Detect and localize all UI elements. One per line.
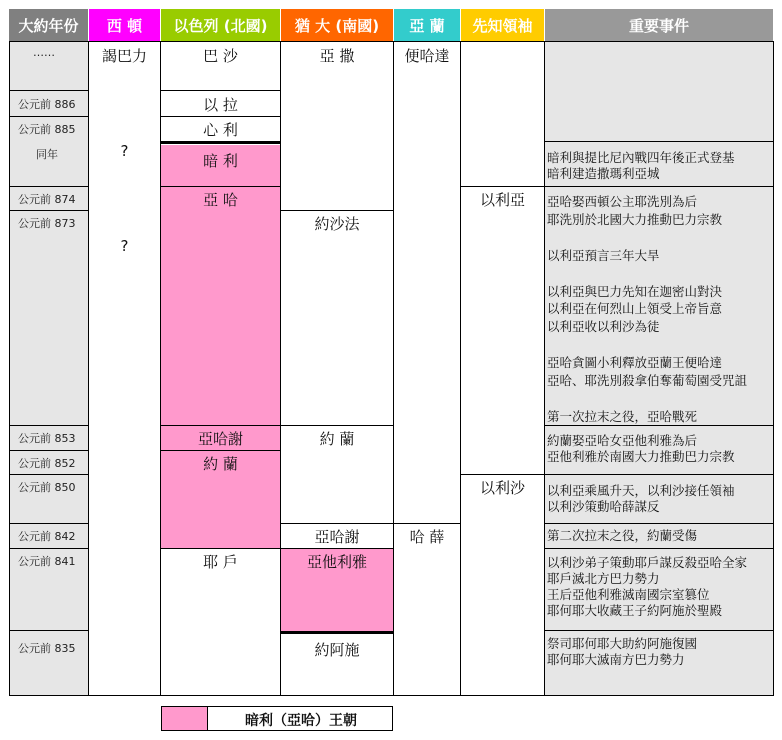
israel-king-omri: 暗 利 (203, 152, 238, 170)
isr-line-6 (160, 548, 281, 549)
year-3: 同年 (36, 148, 58, 161)
isr-line-5 (160, 450, 281, 451)
yr-line-7 (9, 474, 89, 475)
jud-line-2 (280, 425, 394, 426)
israel-king-baasha: 巴 沙 (203, 47, 238, 65)
header-judah: 猶 大 (南國) (281, 9, 393, 41)
header-israel: 以色列 (北國) (161, 9, 280, 41)
judah-queen-athaliah: 亞他利雅 (306, 553, 367, 571)
ev-line-7 (544, 630, 774, 631)
year-2: 公元前 885 (18, 123, 76, 136)
isr-line-4 (160, 425, 281, 426)
ev-line-4 (544, 474, 774, 475)
yr-line-9 (9, 548, 89, 549)
year-9: 公元前 842 (18, 530, 76, 543)
edom-unknown-2: ? (120, 237, 129, 255)
edom-king-0: 謁巴力 (101, 47, 147, 65)
year-11: 公元前 835 (18, 642, 76, 655)
event-elisha: 以利亞乘風升天，以利沙接任領袖 以利沙策動哈薛謀反 (547, 483, 735, 514)
omri-block-israel (161, 145, 280, 425)
yr-line-6 (9, 450, 89, 451)
israel-king-ahaziah: 亞哈謝 (197, 430, 243, 448)
yr-line-1 (9, 90, 89, 91)
event-omri: 暗利與提比尼內戰四年後正式登基 暗利建造撒瑪利亞城 (547, 150, 735, 181)
ev-line-5 (544, 523, 774, 524)
israel-king-zimri: 心 利 (203, 121, 238, 139)
year-10: 公元前 841 (18, 555, 76, 568)
yr-line-2 (9, 116, 89, 117)
isr-line-2 (160, 116, 281, 117)
yr-line-4 (9, 210, 89, 211)
legend-label: 暗利（亞哈）王朝 (245, 713, 357, 729)
border-left (9, 41, 10, 696)
year-column-bg (9, 42, 88, 695)
year-5: 公元前 873 (18, 217, 76, 230)
yr-line-3 (9, 186, 89, 187)
aram-king-benhadad: 便哈達 (404, 47, 450, 65)
proph-line-1 (460, 186, 545, 187)
yr-line-10 (9, 630, 89, 631)
israel-king-elah: 以 拉 (203, 96, 238, 114)
jud-line-4 (280, 548, 394, 549)
year-0: …… (33, 46, 55, 59)
isr-line-1 (160, 90, 281, 91)
year-7: 公元前 852 (18, 457, 76, 470)
legend-swatch (162, 707, 208, 730)
header-year: 大約年份 (9, 9, 88, 41)
israel-king-ahab: 亞 哈 (203, 191, 238, 209)
proph-line-2 (460, 474, 545, 475)
border-bottom (9, 695, 774, 696)
event-ahab: 亞哈娶西頓公主耶洗別為后 耶洗別於北國大力推動巴力宗教 以利亞預言三年大旱 以利亞與巴力先知在迦密山對決 以利亞在何烈山上領受上帝旨意 以利亞收以利沙為徒 亞哈貪圖小利釋放亞蘭王便哈達 亞哈、耶洗別殺拿伯奪葡萄園受咒詛 第一次拉末之役，亞哈戰死 (547, 194, 748, 424)
col-line-3 (280, 41, 281, 696)
col-line-1 (88, 41, 89, 696)
event-ramoth-2: 第二次拉末之役，約蘭受傷 (547, 528, 698, 543)
prophet-elijah: 以利亞 (479, 191, 525, 209)
year-8: 公元前 850 (18, 481, 76, 494)
header-prophet: 先知領袖 (461, 9, 544, 41)
event-joash: 祭司耶何耶大助約阿施復國 耶何耶大滅南方巴力勢力 (547, 636, 698, 667)
border-right (773, 41, 774, 696)
aram-king-hazael: 哈 薛 (409, 528, 445, 546)
isr-thick-line (160, 141, 281, 144)
border-top (9, 41, 774, 42)
jud-line-3 (280, 523, 394, 524)
header-events: 重要事件 (545, 9, 773, 41)
israel-king-jehu: 耶 戶 (203, 553, 238, 571)
yr-line-8 (9, 523, 89, 524)
ev-line-2 (544, 186, 774, 187)
col-line-5 (460, 41, 461, 696)
year-6: 公元前 853 (18, 432, 76, 445)
event-jehoram: 約蘭娶亞哈女亞他利雅為后 亞他利雅於南國大力推動巴力宗教 (547, 433, 735, 464)
event-jehu: 以利沙弟子策動耶戶謀反殺亞哈全家 耶戶滅北方巴力勢力 王后亞他利雅滅南國宗室篡位 耶何耶大收藏王子約阿施於聖殿 (547, 555, 748, 618)
israel-king-joram: 約 蘭 (203, 455, 238, 473)
header-edom: 西 頓 (89, 9, 160, 41)
jud-thick-line (280, 631, 394, 634)
judah-king-ahaziah: 亞哈謝 (314, 528, 360, 546)
isr-line-3 (160, 186, 281, 187)
judah-king-jehoram: 約 蘭 (319, 430, 355, 448)
col-line-6 (544, 41, 545, 696)
col-line-4 (393, 41, 394, 696)
prophet-elisha: 以利沙 (479, 479, 525, 497)
aram-line-1 (393, 523, 461, 524)
year-1: 公元前 886 (18, 98, 76, 111)
ev-line-6 (544, 548, 774, 549)
judah-king-jehoshaphat: 約沙法 (314, 215, 360, 233)
ev-line-1 (544, 141, 774, 142)
year-4: 公元前 874 (18, 193, 76, 206)
jud-line-1 (280, 210, 394, 211)
yr-line-5 (9, 425, 89, 426)
judah-king-asa: 亞 撒 (319, 47, 355, 65)
edom-unknown-1: ? (120, 142, 129, 160)
header-aram: 亞 蘭 (394, 9, 460, 41)
judah-king-joash: 約阿施 (314, 641, 360, 659)
